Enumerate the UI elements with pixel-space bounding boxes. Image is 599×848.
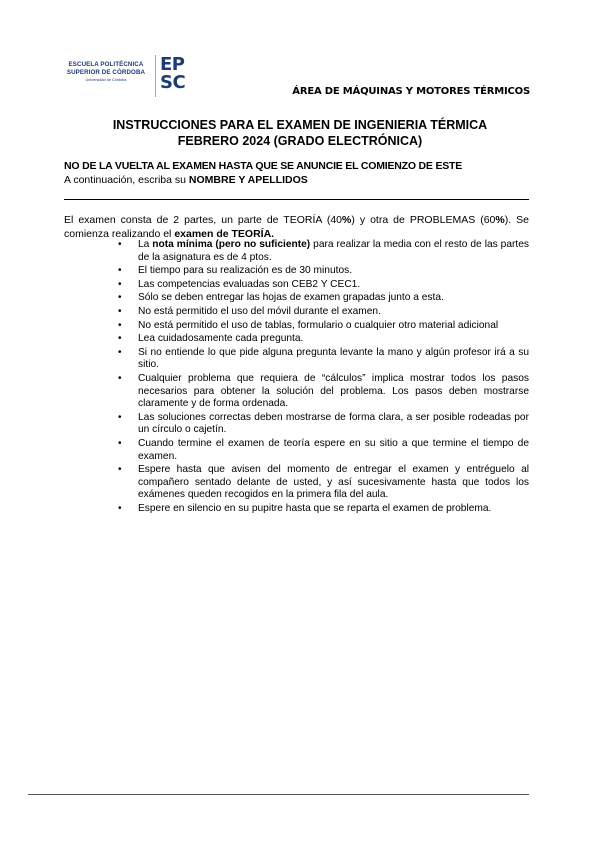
intro-bold: examen de TEORÍA. [174,227,275,240]
warning-text: NO DE LA VUELTA AL EXAMEN HASTA QUE SE ANUNCIE EL COMIENZO DE ESTE [64,160,463,172]
instruction-item [64,412,529,437]
name-prompt-prefix: A continuación, escriba su [64,174,189,186]
intro-part-3: ). Se comienza realizando el [64,214,529,240]
instruction-text: Cuando termine el examen de teoría espere en su sitio a que termine el tiempo de examen. [138,437,529,462]
logo-line-1: ESCUELA POLITÉCNICA [68,61,144,68]
instruction-item [64,347,529,372]
department-area: ÁREA DE MÁQUINAS Y MOTORES TÉRMICOS [292,86,530,97]
intro-paragraph [64,214,529,241]
logo-mark-bottom: SC [160,72,186,93]
instruction-text: Cualquier problema que requiera de “cálculos” implica mostrar todos los pasos necesarios para obtener la solución del problema. Los pasos deben mostrarse claramente y de forma ordenada. [138,372,529,410]
logo-mark-top: EP [160,54,185,75]
bullet-icon: • [118,333,122,345]
instruction-item [64,292,529,305]
bullet-icon: • [118,278,122,290]
instruction-item [64,265,529,278]
bullet-icon: • [118,305,122,317]
bullet-icon: • [118,411,122,423]
instruction-item [64,333,529,346]
name-prompt-bold: NOMBRE Y APELLIDOS [188,174,308,186]
bullet-icon: • [118,372,122,384]
instruction-bold: nota mínima (pero no suficiente) [152,239,311,250]
instruction-text: Espere en silencio en su pupitre hasta que se reparta el examen de problema. [138,502,492,514]
instruction-text: Las soluciones correctas deben mostrarse de forma clara, a ser posible rodeadas por un círculo o cajetín. [138,411,529,436]
instruction-item [64,464,529,502]
instruction-item [64,320,529,333]
intro-pct-2: % [495,214,505,226]
bullet-icon: • [118,239,122,250]
instruction-text: Espere hasta que avisen del momento de entregar el examen y entréguelo al compañero sentado delante de usted, y así sucesivamente hasta que todos los exámenes queden recogidos en la primera fila del aula. [138,464,529,501]
bullet-icon: • [118,437,122,449]
instruction-item [64,306,529,319]
bullet-icon: • [118,319,122,331]
intro-part-1: El examen consta de 2 partes, un parte de TEORÍA (40 [64,214,342,226]
bullet-icon: • [118,346,122,358]
bullet-icon: • [118,464,122,476]
epsc-mark [160,56,190,92]
instruction-text: Las competencias evaluadas son CEB2 Y CEC1. [138,278,361,290]
instruction-item [64,279,529,292]
logo-line-3: Universidad de Córdoba [85,78,127,82]
instruction-item [64,438,529,463]
logo-line-2: SUPERIOR DE CÓRDOBA [66,69,146,76]
intro-pct-1: % [342,214,352,226]
logo-separator [155,55,156,97]
instruction-text: El tiempo para su realización es de 30 minutos. [138,265,353,277]
intro-part-2: ) y otra de PROBLEMAS (60 [351,214,496,226]
footer-line [28,794,529,795]
instruction-text: Si no entiende lo que pide alguna pregunta levante la mano y algún profesor irá a su sitio. [138,346,529,371]
exam-title-line-1: INSTRUCCIONES PARA EL EXAMEN DE INGENIERIA TÉRMICA [112,118,488,132]
instruction-item [64,373,529,411]
logo-text [61,61,151,83]
instruction-text-end: para realizar la media con el resto de las partes de la asignatura es de 4 ptos. [138,239,529,263]
instruction-item [64,503,529,516]
instruction-text: Sólo se deben entregar las hojas de examen grapadas junto a esta. [138,292,444,304]
exam-title-line-2: FEBRERO 2024 (GRADO ELECTRÓNICA) [177,134,423,148]
instruction-text: No está permitido el uso del móvil durante el examen. [138,305,381,317]
instruction-text: La [138,239,153,250]
school-logo [61,55,191,97]
bullet-icon: • [118,292,122,304]
instruction-text: Lea cuidadosamente cada pregunta. [138,333,304,345]
name-line [64,199,529,200]
instruction-item [64,239,529,264]
name-prompt [64,174,308,186]
bullet-icon: • [118,265,122,277]
instruction-text: No está permitido el uso de tablas, formulario o cualquier otro material adicional [138,319,499,331]
bullet-icon: • [118,502,122,514]
instructions-list [64,239,529,516]
